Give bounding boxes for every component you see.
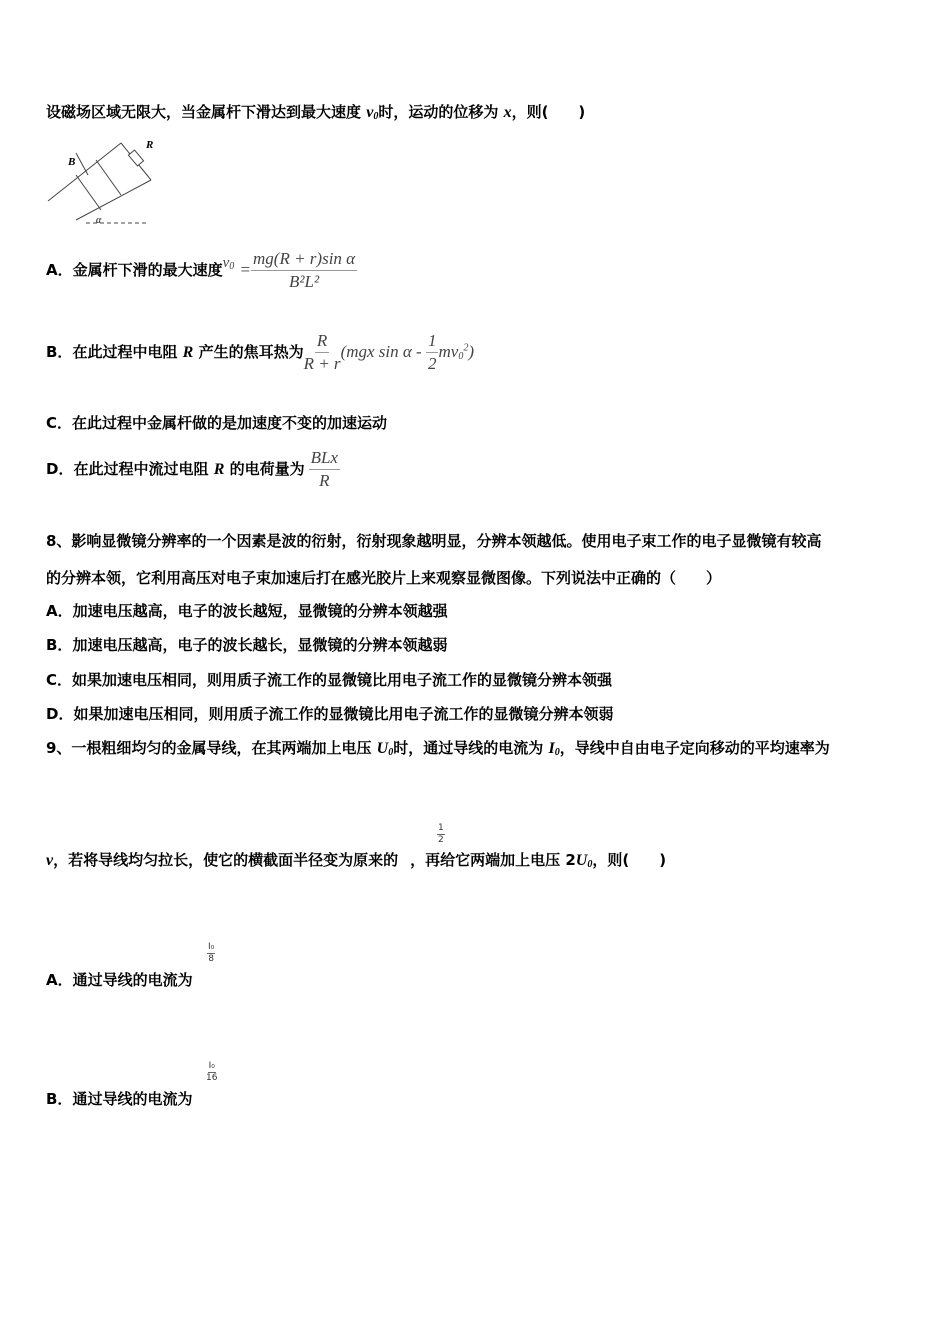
q8-option-d[interactable]: D．如果加速电压相同，则用质子流工作的显微镜比用电子流工作的显微镜分辨本领弱 [46, 705, 614, 723]
q7-stem-text: 时，运动的位移为 [378, 103, 504, 121]
q9-stem-line1: 9、一根粗细均匀的金属导线，在其两端加上电压 $U_0$时，通过导线的电流为 $I_0$，导线中自由电子定向移动的平均速率为 [46, 739, 830, 758]
q7-v0: $v_0$ [366, 104, 379, 122]
q7-stem-text: ，则( ) [511, 103, 586, 121]
label-alpha: α [96, 215, 102, 226]
formula-charge: $\frac{\text{BLx}}{R}$ [310, 448, 338, 490]
q9-stem-line2: v，若将导线均匀拉长，使它的横截面半径变为原来的 ，再给它两端加上电压 $2U_0$，则( ) [46, 851, 667, 870]
formula-ratio: $\frac{R}{R + r}$ [303, 331, 341, 373]
fraction-i0-over-16: $\frac{\text{I₀}}{16}$ [206, 1061, 218, 1083]
q7-option-a[interactable]: A．金属杆下滑的最大速度$v_0$ = $\frac{\text{mg(R + r)sin α}}{\text{B²L²}}$ [46, 249, 356, 291]
q8-stem-line1: 8、影响显微镜分辨率的一个因素是波的衍射，衍射现象越明显，分辨本领越低。使用电子束工作的电子显微镜有较高 [46, 532, 822, 550]
fraction-one-half: $\frac{1}{2}$ [438, 823, 444, 845]
label-b: B [68, 156, 76, 168]
q8-stem-line2: 的分辨本领，它利用高压对电子束加速后打在感光胶片上来观察显微图像。下列说法中正确的（ ） [46, 569, 722, 587]
q8-option-a[interactable]: A．加速电压越高，电子的波长越短，显微镜的分辨本领越强 [46, 602, 448, 620]
q7-stem [46, 102, 585, 127]
fraction-i0-over-8: $\frac{\text{I₀}}{8}$ [208, 942, 215, 964]
q7-option-b[interactable]: B．在此过程中电阻 R 产生的焦耳热为 $\frac{R}{R + r}$ (mgx sin α - $\frac{1}{2}$ $mv_0^2$) [46, 331, 474, 373]
q7-stem-text: 设磁场区域无限大，当金属杆下滑达到最大速度 [46, 103, 367, 121]
q9-option-b[interactable]: B．通过导线的电流为 [46, 1090, 193, 1108]
q7-option-c[interactable]: C．在此过程中金属杆做的是加速度不变的加速运动 [46, 414, 388, 432]
q8-option-b[interactable]: B．加速电压越高，电子的波长越长，显微镜的分辨本领越弱 [46, 636, 448, 654]
q9-option-a[interactable]: A．通过导线的电流为 [46, 971, 193, 989]
inclined-rail-diagram [46, 135, 166, 230]
q7-x: x [503, 104, 512, 121]
formula-half: $\frac{1}{2}$ [427, 331, 437, 373]
formula-vmax: $\frac{\text{mg(R + r)sin α}}{\text{B²L²}}$ [253, 249, 356, 291]
q8-option-c[interactable]: C．如果加速电压相同，则用质子流工作的显微镜比用电子流工作的显微镜分辨本领强 [46, 671, 613, 689]
label-r: R [146, 139, 154, 151]
q7-option-d[interactable]: D．在此过程中流过电阻 R 的电荷量为 $\frac{\text{BLx}}{R}$ [46, 448, 338, 490]
